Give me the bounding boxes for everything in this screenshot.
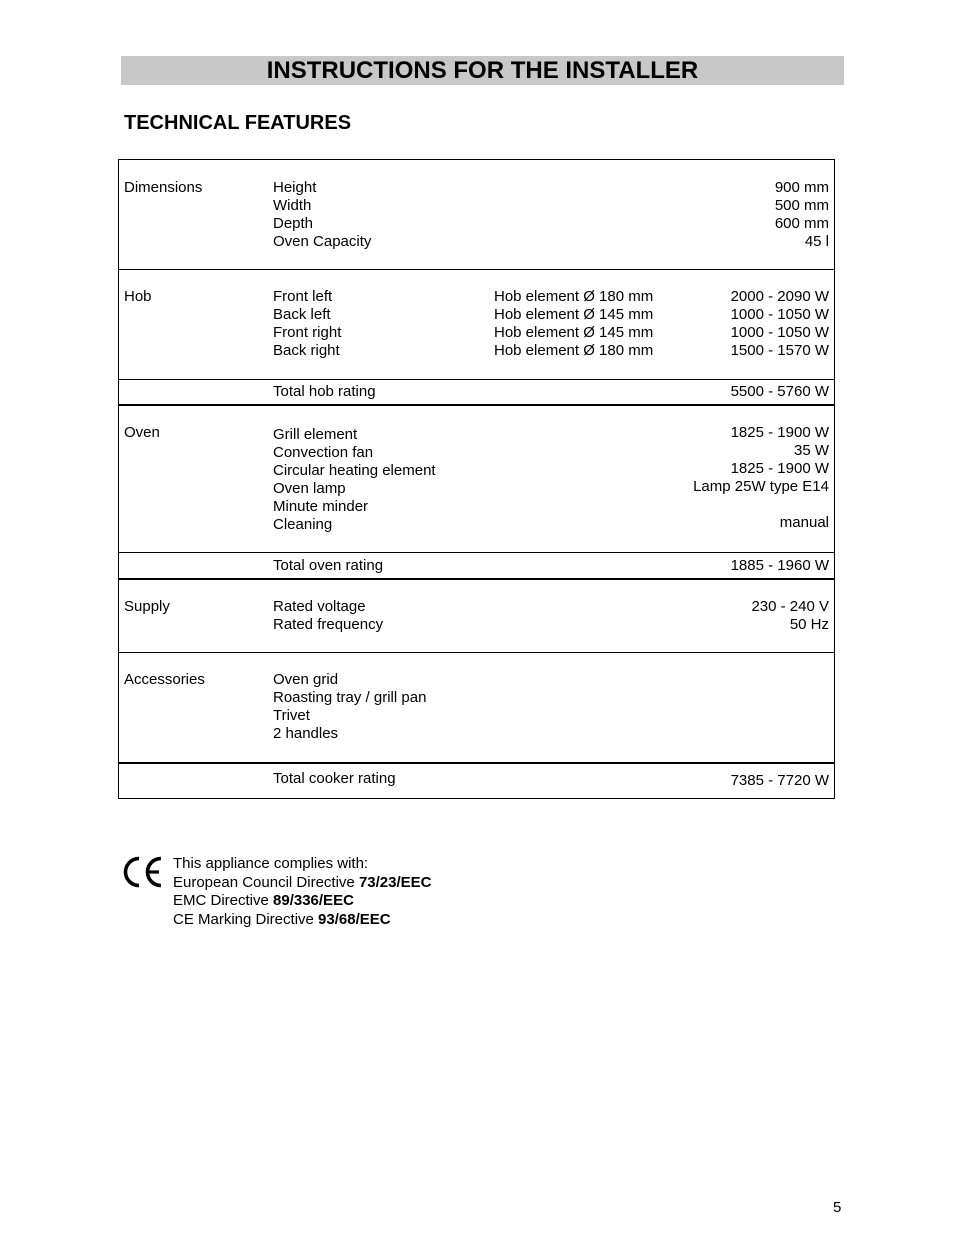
oven-item: Minute minder xyxy=(273,498,369,515)
hob-value: 2000 - 2090 W xyxy=(730,288,829,305)
hob-total-label: Total hob rating xyxy=(273,383,376,400)
cooker-total-value: 7385 - 7720 W xyxy=(730,772,829,789)
accessory-item: 2 handles xyxy=(273,725,339,742)
oven-item: Convection fan xyxy=(273,444,374,461)
row-label-dimensions: Dimensions xyxy=(124,179,203,196)
dimension-value: 600 mm xyxy=(774,215,829,232)
section-title: TECHNICAL FEATURES xyxy=(124,112,352,134)
oven-value: 1825 - 1900 W xyxy=(730,424,829,441)
hob-item: Front left xyxy=(273,288,333,305)
supply-item: Rated voltage xyxy=(273,598,366,615)
accessory-item: Oven grid xyxy=(273,671,339,688)
page-header-banner xyxy=(121,56,844,85)
hob-value: 1000 - 1050 W xyxy=(730,306,829,323)
row-label-hob: Hob xyxy=(124,288,152,305)
page-title: INSTRUCTIONS FOR THE INSTALLER xyxy=(266,57,699,84)
row-label-oven: Oven xyxy=(124,424,160,441)
oven-item: Oven lamp xyxy=(273,480,346,497)
hob-description: Hob element Ø 145 mm xyxy=(494,324,654,341)
dimension-value: 500 mm xyxy=(774,197,829,214)
section-divider xyxy=(119,404,834,406)
hob-value: 1000 - 1050 W xyxy=(730,324,829,341)
hob-value: 1500 - 1570 W xyxy=(730,342,829,359)
row-divider xyxy=(119,379,834,380)
supply-value: 50 Hz xyxy=(789,616,829,633)
oven-value: Lamp 25W type E14 xyxy=(693,478,829,495)
hob-description: Hob element Ø 145 mm xyxy=(494,306,654,323)
oven-total-value: 1885 - 1960 W xyxy=(730,557,829,574)
section-divider xyxy=(119,578,834,580)
accessory-item: Roasting tray / grill pan xyxy=(273,689,427,706)
oven-item: Cleaning xyxy=(273,516,333,533)
compliance-line: European Council Directive 73/23/EEC xyxy=(173,873,432,891)
section-divider xyxy=(119,762,834,764)
dimension-item: Oven Capacity xyxy=(273,233,372,250)
oven-value: 35 W xyxy=(793,442,829,459)
hob-item: Back left xyxy=(273,306,331,323)
supply-item: Rated frequency xyxy=(273,616,384,633)
hob-description: Hob element Ø 180 mm xyxy=(494,342,654,359)
oven-total-label: Total oven rating xyxy=(273,557,384,574)
accessory-item: Trivet xyxy=(273,707,310,724)
supply-value: 230 - 240 V xyxy=(751,598,829,615)
row-divider xyxy=(119,269,834,270)
row-divider xyxy=(119,552,834,553)
dimension-value: 900 mm xyxy=(774,179,829,196)
dimension-value: 45 l xyxy=(804,233,829,250)
compliance-intro: This appliance complies with: xyxy=(173,855,369,872)
compliance-line: CE Marking Directive 93/68/EEC xyxy=(173,910,391,928)
row-label-supply: Supply xyxy=(124,598,170,615)
compliance-statement xyxy=(173,855,431,929)
row-label-accessories: Accessories xyxy=(124,671,205,688)
dimension-item: Width xyxy=(273,197,312,214)
row-divider xyxy=(119,652,834,653)
oven-value: manual xyxy=(779,514,829,531)
hob-total-value: 5500 - 5760 W xyxy=(730,383,829,400)
oven-value: 1825 - 1900 W xyxy=(730,460,829,477)
hob-item: Back right xyxy=(273,342,340,359)
dimension-item: Height xyxy=(273,179,317,196)
ce-mark-icon xyxy=(123,855,165,889)
technical-features-table xyxy=(118,159,835,799)
page-number: 5 xyxy=(833,1199,842,1216)
dimension-item: Depth xyxy=(273,215,314,232)
cooker-total-label: Total cooker rating xyxy=(273,770,396,787)
hob-description: Hob element Ø 180 mm xyxy=(494,288,654,305)
oven-item: Grill element xyxy=(273,426,358,443)
compliance-line: EMC Directive 89/336/EEC xyxy=(173,892,354,909)
hob-item: Front right xyxy=(273,324,342,341)
oven-item: Circular heating element xyxy=(273,462,436,479)
